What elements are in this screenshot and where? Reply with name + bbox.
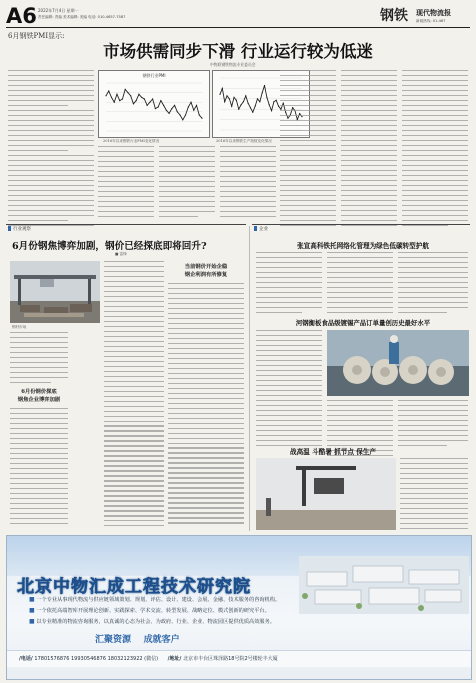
enterprise-headline-3: 战高温 斗酷暑 抓节点 保生产 [289, 448, 376, 456]
enterprise2-text-col1 [256, 330, 322, 450]
data-point [182, 119, 183, 120]
enterprise-headline-2: 河钢衡板食品级镀锡产品订单量创历史最好水平 [295, 319, 431, 327]
data-point [201, 118, 202, 119]
ad-park-illustration [299, 556, 469, 614]
bullet-icon: ■ [29, 618, 35, 625]
chart2-caption: 2016年以来钢铁生产指数变化情况 [216, 139, 272, 143]
data-point [188, 106, 189, 107]
ad-item-2: ■ 一个依托高端智库开展理论创新、实践探索、学术交流、转型发展、战略定位、模式创新的研究平台。 [29, 607, 270, 614]
lead-text-col3 [159, 146, 215, 221]
data-point [125, 89, 126, 90]
ad-banner [6, 535, 472, 680]
data-point [238, 109, 239, 110]
ad-item-1: ■ 一个专业从事现代物流与供应链领域策划、规划、评估、设计、建设、会展、金融、技术服务的咨询机构。 [29, 596, 281, 603]
enterprise3-text-col [400, 458, 468, 533]
enterprise-headline-1: 张宣高科铁托网络化管理为绿色低碳转型护航 [297, 242, 429, 250]
data-point [252, 112, 253, 113]
data-point [229, 98, 230, 99]
data-point [136, 100, 137, 101]
chart1-caption: 2016年以来钢铁行业PMI变化情况 [103, 139, 160, 143]
data-point [147, 105, 148, 106]
data-point [149, 102, 150, 103]
data-point [240, 104, 241, 105]
lead-kicker: 6月钢铁PMI显示: [8, 32, 65, 40]
market-text-col3 [168, 283, 244, 527]
data-point [163, 105, 164, 106]
data-point [233, 97, 234, 98]
data-point [185, 114, 186, 115]
market-byline: ■ 雷锋 [115, 252, 127, 256]
data-point [160, 100, 161, 101]
data-point [269, 104, 270, 105]
data-point [231, 106, 232, 107]
lead-text-col4 [220, 146, 276, 221]
section-label-enterprise: 企业 [254, 226, 268, 232]
enterprise2-photo [327, 330, 469, 396]
enterprise3-photo [256, 458, 396, 530]
data-point [177, 111, 178, 112]
data-point [243, 101, 244, 102]
enterprise2-text-col3 [398, 400, 468, 450]
data-point [130, 95, 131, 96]
chart1-plot [102, 79, 206, 135]
data-point [266, 97, 267, 98]
market-text-col1-bottom [10, 408, 68, 528]
enterprise1-text-col3 [398, 252, 468, 317]
data-point [193, 110, 194, 111]
data-point [119, 100, 120, 101]
data-point [168, 113, 169, 114]
data-point [271, 110, 272, 111]
lead-headline: 市场供需同步下滑 行业运行较为低迷 [103, 42, 373, 61]
data-point [171, 108, 172, 109]
data-point [248, 103, 249, 104]
ad-address: 北京市丰台区珠泽路18号院2号楼轮丰大厦 [183, 656, 278, 662]
data-point [105, 95, 106, 96]
ad-slogans: 汇聚资源 成就客户 [95, 635, 180, 645]
data-point [273, 101, 274, 102]
data-point [174, 105, 175, 106]
data-point [179, 114, 180, 115]
data-point [190, 102, 191, 103]
data-point [276, 100, 277, 101]
brand-name: 现代物流报 [416, 8, 451, 17]
header-rule [6, 27, 470, 28]
market-photo [10, 261, 100, 323]
data-point [245, 95, 246, 96]
worker-photo-image [327, 330, 469, 396]
data-point [155, 108, 156, 109]
lead-text-col6 [341, 70, 397, 230]
data-point [278, 106, 279, 107]
data-point [138, 94, 139, 95]
data-point [111, 97, 112, 98]
data-point [152, 98, 153, 99]
ad-address-label: 地址 [169, 656, 180, 662]
page-code: A6 [6, 4, 37, 28]
market-text-col2 [104, 261, 164, 530]
header-editors: 责任编辑: 责编 美术编辑: 美编 电话: 010-4657-7587 [38, 15, 126, 19]
enterprise1-text-col1 [256, 252, 322, 317]
section-title: 钢铁 [380, 8, 408, 24]
data-point [250, 107, 251, 108]
data-point [196, 105, 197, 106]
data-point [108, 90, 109, 91]
market-photo-caption: 钢材市场 [12, 325, 27, 329]
section-label-market: 行业观察 [8, 226, 31, 232]
data-point [224, 101, 225, 102]
construction-photo-image [256, 458, 396, 530]
enterprise1-text-col2 [327, 252, 393, 317]
series-line [106, 89, 202, 119]
market-headline: 6月份钢焦博弈加剧，钢价已经探底即将回升? [12, 241, 207, 252]
section-rule-right [252, 224, 470, 225]
data-point [262, 92, 263, 93]
data-point [226, 95, 227, 96]
data-point [259, 101, 260, 102]
bullet-icon: ■ [29, 607, 35, 614]
lead-text-col5 [280, 70, 336, 230]
data-point [114, 102, 115, 103]
ad-item-3: ■ 以专业精准的物流咨询服务，以真诚的心态为社会、为政府、行业、企业、物流园区提供优质高效服务。 [29, 618, 275, 625]
ad-title: 北京中物汇成工程技术研究院 [17, 577, 251, 597]
chart-caption-top: 中物联钢铁物流专业委员会 [210, 62, 256, 67]
data-point [116, 94, 117, 95]
bullet-icon: ■ [29, 596, 35, 603]
column-divider [249, 226, 250, 531]
data-point [133, 103, 134, 104]
data-point [222, 88, 223, 89]
data-point [158, 106, 159, 107]
data-point [127, 92, 128, 93]
hotline: 新闻热线: 01-467 [416, 19, 446, 23]
data-point [144, 98, 145, 99]
market-subhead-2: 6月份钢价探底 钢焦企业博弈加剧 [17, 389, 61, 403]
data-point [264, 85, 265, 86]
data-point [255, 106, 256, 107]
chart1-title: 钢铁行业PMI [142, 73, 166, 78]
ad-phone: 17801576876 19930546876 18032123922 (微信) [34, 656, 159, 662]
data-point [236, 100, 237, 101]
data-point [166, 110, 167, 111]
market-subhead-1: 当前钢价开始企稳 钢企利润有所修复 [184, 264, 228, 278]
data-point [122, 98, 123, 99]
lead-text-col2 [98, 146, 154, 221]
lead-text-col7 [402, 70, 468, 230]
lead-text-col1 [8, 70, 94, 230]
data-point [219, 94, 220, 95]
data-point [141, 97, 142, 98]
ad-contact-label: 电话 [20, 656, 31, 662]
data-point [257, 98, 258, 99]
data-point [199, 114, 200, 115]
market-text-col1-top [10, 332, 68, 387]
section-rule-left [6, 224, 246, 225]
header-date: 2022年7月4日 星期一 [38, 8, 79, 13]
ad-contact-bar: /电话/ 17801576876 19930546876 18032123922 (微信) /地址/ 北京市丰台区珠泽路18号院2号楼轮丰大厦 [7, 650, 471, 667]
chart1-frame [98, 70, 210, 138]
crane-photo-image [10, 261, 100, 323]
